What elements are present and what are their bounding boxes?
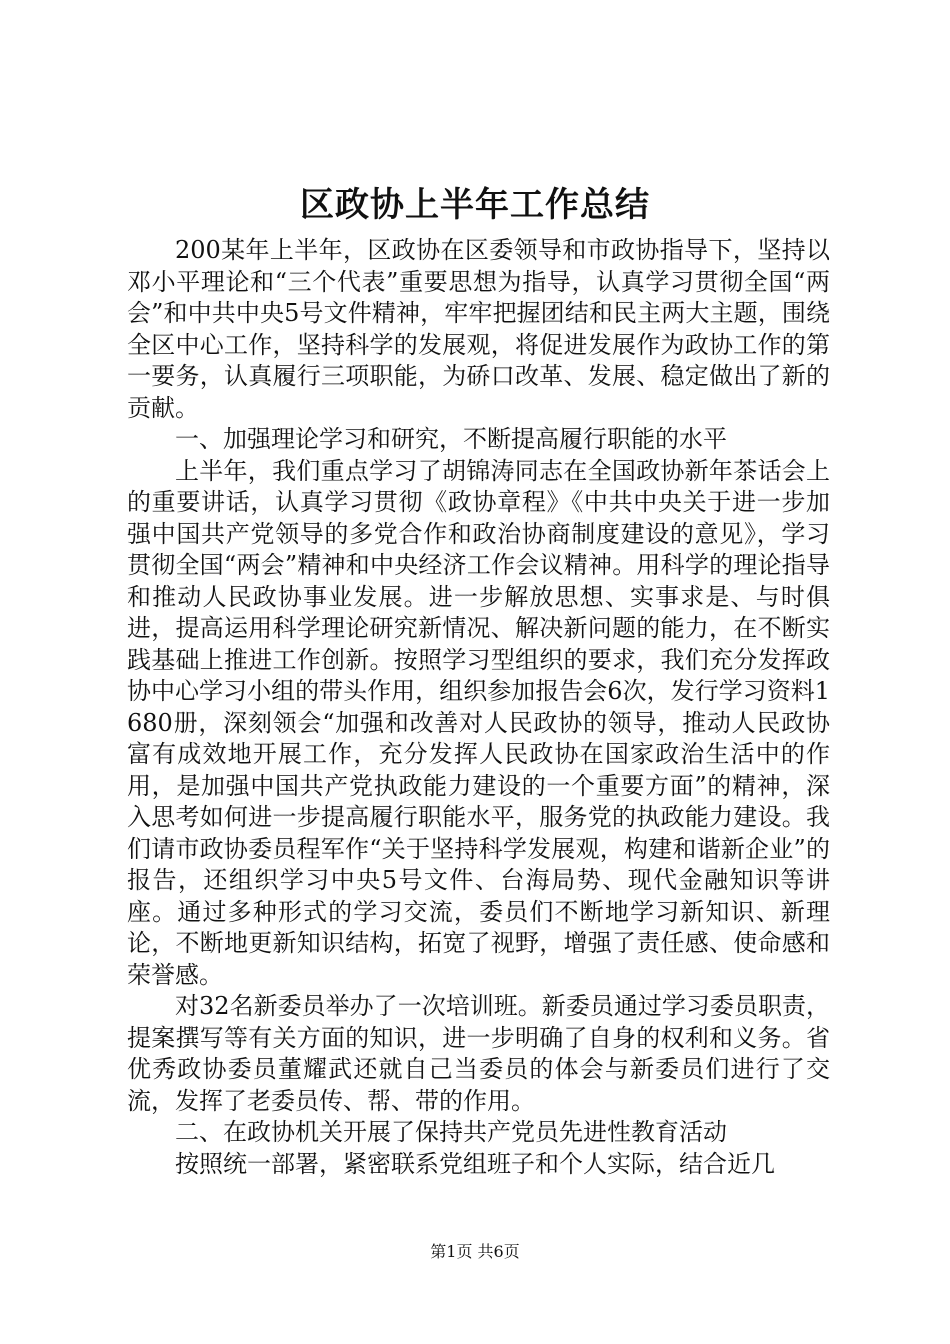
document-title: 区政协上半年工作总结	[300, 185, 650, 225]
section-heading-1: 一、加强理论学习和研究，不断提高履行职能的水平	[175, 425, 727, 453]
document-body	[127, 235, 830, 1180]
page-footer: 第1页 共6页	[430, 1242, 520, 1261]
section-heading-2: 二、在政协机关开展了保持共产党员先进性教育活动	[175, 1118, 727, 1146]
paragraph-study: 上半年，我们重点学习了胡锦涛同志在全国政协新年茶话会上的重要讲话，认真学习贯彻《政协章程》《中共中央关于进一步加强中国共产党领导的多党合作和政治协商制度建设的意见》，学习贯彻全国“两会”精神和中央经济工作会议精神。用科学的理论指导和推动人民政协事业发展。进一步解放思想、实事求是、与时俱进，提高运用科学理论研究新情况、解决新问题的能力，在不断实践基础上推进工作创新。按照学习型组织的要求，我们充分发挥政协中心学习小组的带头作用，组织参加报告会6次，发行学习资料1680册，深刻领会“加强和改善对人民政协的领导，推动人民政协富有成效地开展工作，充分发挥人民政协在国家政治生活中的作用，是加强中国共产党执政能力建设的一个重要方面”的精神，深入思考如何进一步提高履行职能水平，服务党的执政能力建设。我们请市政协委员程军作“关于坚持科学发展观，构建和谐新企业”的报告，还组织学习中央5号文件、台海局势、现代金融知识等讲座。通过多种形式的学习交流，委员们不断地学习新知识、新理论，不断地更新知识结构，拓宽了视野，增强了责任感、使命感和荣誉感。	[127, 456, 830, 989]
paragraph-training: 对32名新委员举办了一次培训班。新委员通过学习委员职责，提案撰写等有关方面的知识，进一步明确了自身的权利和义务。省优秀政协委员董耀武还就自己当委员的体会与新委员们进行了交流，发挥了老委员传、帮、带的作用。	[127, 992, 830, 1115]
paragraph-deployment: 按照统一部署，紧密联系党组班子和个人实际，结合近几	[175, 1149, 775, 1178]
paragraph-intro: 200某年上半年，区政协在区委领导和市政协指导下，坚持以邓小平理论和“三个代表”重要思想为指导，认真学习贯彻全国“两会”和中共中央5号文件精神，牢牢把握团结和民主两大主题，围绕全区中心工作，坚持科学的发展观，将促进发展作为政协工作的第一要务，认真履行三项职能，为硚口改革、发展、稳定做出了新的贡献。	[127, 236, 830, 422]
